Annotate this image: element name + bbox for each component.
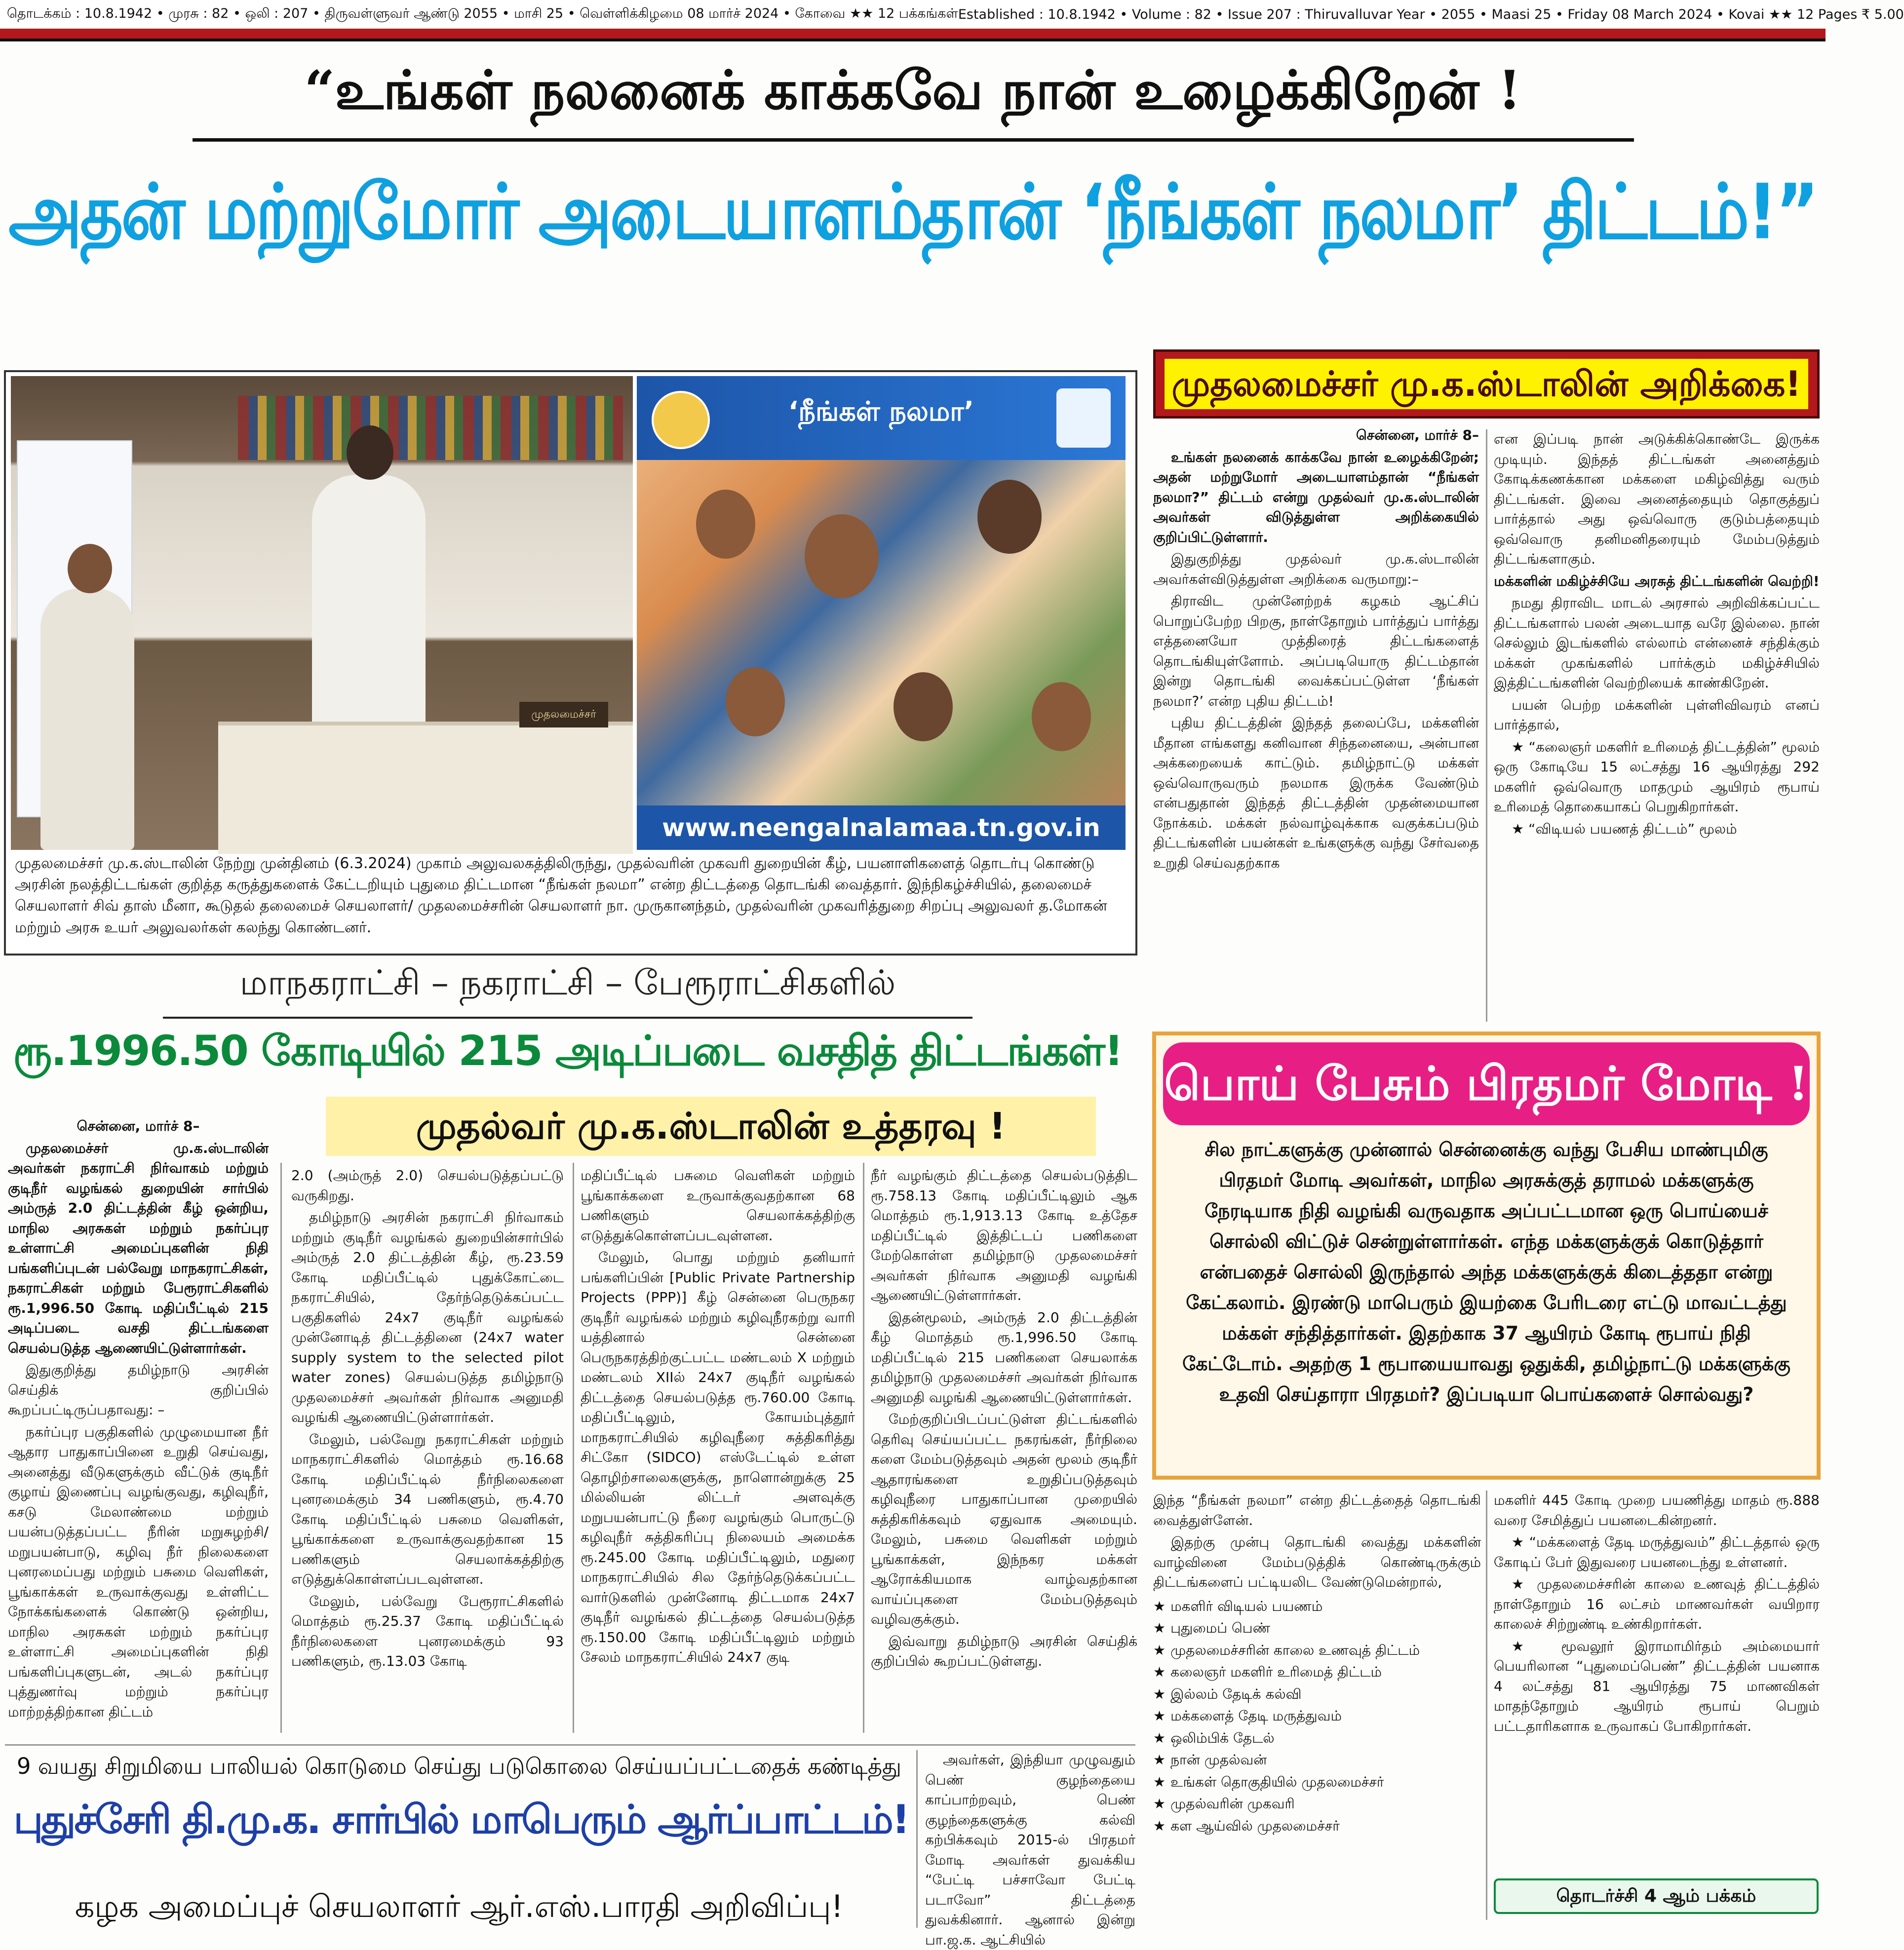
municipal-para: 2.0 (அம்ருத் 2.0) செயல்படுத்தப்பட்டு வருகிறது. [291,1167,564,1204]
star-icon: ★ [1153,1598,1166,1614]
municipal-para: மேலும், பல்வேறு பேரூராட்சிகளில் மொத்தம் ரூ.25.37 கோடி மதிப்பீட்டில் நீர்நிலைகளை புனரமைக்கும் 93 பணிகளும், ரூ.13.03 கோடி [291,1593,564,1669]
masthead-rule [0,29,1826,38]
star-icon: ★ [1153,1796,1166,1812]
nameplate: முதலமைச்சர் [519,702,608,727]
lead-headline: அதன் மற்றுமோர் அடையாளம்தான் ‘நீங்கள் நலமா’ திட்டம்!” [8,168,1817,257]
column-divider [863,1163,864,1733]
star-icon: ★ [1153,1685,1166,1702]
modi-box-title: பொய் பேசும் பிரதமர் மோடி ! [1163,1042,1810,1125]
scheme-item: ★ நான் முதல்வன் [1153,1752,1267,1768]
municipal-col-2 [291,1166,564,1674]
cm-para: மகளிர் 445 கோடி முறை பயணித்து மாதம் ரூ.888 வரை சேமித்துப் பயனடைகின்றனர். [1494,1492,1820,1529]
cm-para: இதற்கு முன்பு தொடங்கி வைத்து மக்களின் வாழ்வினை மேம்படுத்திக் கொண்டிருக்கும் திட்டங்களைப் பட்டியலிட வேண்டுமென்றால், [1153,1534,1481,1590]
cm-dateline: சென்னை, மார்ச் 8– [1356,427,1479,443]
scheme-item: ★ மக்களைத் தேடி மருத்துவம் [1153,1708,1342,1724]
star-icon: ★ [1153,1729,1166,1746]
scheme-item: ★ புதுமைப் பெண் [1153,1620,1271,1636]
poster-title: ‘நீங்கள் நலமா’ [788,396,974,427]
cm-para: ★ முதலமைச்சரின் காலை உணவுத் திட்டத்தில் நாள்தோறும் 16 லட்சம் மாணவர்கள் வயிறார காலைச் சிற்றுண்டி உண்கிறார்கள். [1494,1576,1820,1632]
star-icon: ★ [1153,1642,1166,1658]
scheme-item: ★ கலைஞர் மகளிர் உரிமைத் திட்டம் [1153,1664,1382,1680]
cm-subhead: மக்களின் மகிழ்ச்சியே அரசுத் திட்டங்களின் வெற்றி! [1494,573,1820,589]
municipal-para: மேற்குறிப்பிடப்பட்டுள்ள திட்டங்களில் தெரிவு செய்யப்பட்ட நகரங்கள், நீர்நிலை களை மேம்படுத்தவும் அதன் மூலம் குடிநீர் ஆதாரங்களை உறுதிப்படுத்தவும் கழிவுநீரை பாதுகாப்பான முறையில் சுத்திகரிக்கவும் ஏதுவாக அமையும். மேலும், பசுமை வெளிகள் மற்றும் பூங்காக்கள், இந்நகர மக்கள் ஆரோக்கியமாக வாழ்வதற்கான வாய்ப்புகளை மேம்படுத்தவும் வழிவகுக்கும். [871,1411,1137,1627]
scheme-item: ★ ஒலிம்பிக் தேடல் [1153,1729,1275,1746]
cm-para: புதிய திட்டத்தின் இந்தத் தலைப்பே, மக்களின் மீதான எங்களது கனிவான சிந்தனையை, அன்பான அக்கறையைக் காட்டும். தமிழ்நாட்டு மக்கள் ஒவ்வொருவரும் நலமாக இருக்க வேண்டும் என்பதுதான் இந்தத் திட்டத்தின் முதன்மையான நோக்கம். மக்கள் நல்வாழ்வுக்காக வகுக்கப்படும் திட்டங்களின் பயன்கள் உங்களுக்கு வந்து சேர்வதை உறுதி செய்வதற்காக [1153,715,1479,871]
cm-para: ★ “கலைஞர் மகளிர் உரிமைத் திட்டத்தின்” மூலம் ஒரு கோடியே 15 லட்சத்து 16 ஆயிரத்து 292 மகளிர் ஒவ்வொரு மாதமும் ஆயிரம் ரூபாய் உரிமைத் தொகையாகப் பெறுகிறார்கள். [1494,738,1820,815]
scheme-poster [637,376,1126,850]
cm-para: இந்த “நீங்கள் நலமா” என்ற திட்டத்தைத் தொடங்கி வைத்துள்ளேன். [1153,1492,1481,1529]
cm-statement-title: முதலமைச்சர் மு.க.ஸ்டாலின் அறிக்கை! [1165,359,1808,409]
bookshelf [238,396,623,460]
cm-statement-col-a [1153,425,1479,875]
municipal-lede: முதலமைச்சர் மு.க.ஸ்டாலின் அவர்கள் நகராட்சி நிர்வாகம் மற்றும் குடிநீர் வழங்கல் துறையின் சார்பில் அம்ருத் 2.0 திட்டத்தின் கீழ் ஒன்றிய, மாநில அரசுகள் மற்றும் நகர்ப்புர உள்ளாட்சி அமைப்புகளின் நிதி பங்களிப்புடன் பல்வேறு மாநகராட்சிகள், நகராட்சிகள் மற்றும் பேரூராட்சிகளில் ரூ.1,996.50 கோடி மதிப்பீட்டில் 215 அடிப்படை வசதி திட்டங்களை செயல்படுத்த ஆணையிட்டுள்ளார்கள். [8,1140,269,1356]
star-icon: ★ [1153,1664,1166,1680]
cm-para: ★ “விடியல் பயணத் திட்டம்” மூலம் [1512,820,1737,837]
column-divider [280,1163,282,1733]
municipal-dateline: சென்னை, மார்ச் 8– [77,1118,200,1134]
municipal-col-3 [581,1166,855,1670]
municipal-para: மேலும், பல்வேறு நகராட்சிகள் மற்றும் மாநகராட்சிகளில் மொத்தம் ரூ.16.68 கோடி மதிப்பீட்டில் நீர்நிலைகளை புனரமைக்கும் 34 பணிகளும், ரூ.4.70 கோடி மதிப்பீட்டில் பசுமை வெளிகள், பூங்காக்களை உருவாக்குவதற்கான 15 பணிகளும் செயலாக்கத்திற்கு எடுத்துக்கொள்ளப்படவுள்ளன. [291,1431,564,1587]
column-divider [573,1163,574,1733]
municipal-para: இதன்மூலம், அம்ருத் 2.0 திட்டத்தின் கீழ் மொத்தம் ரூ.1,996.50 கோடி மதிப்பீட்டில் 215 பணிகளை செயலாக்க தமிழ்நாடு முதலமைச்சர் அவர்கள் நிர்வாக அனுமதி வழங்கி ஆணையிட்டுள்ளார்கள். [871,1309,1137,1406]
photo-caption-text: முதலமைச்சர் மு.க.ஸ்டாலின் நேற்று முன்தினம் (6.3.2024) முகாம் அலுவலகத்திலிருந்து, முதல்வரின் முகவரி துறையின் கீழ், பயனாளிகளைத் தொடர்பு கொண்டு அரசின் நலத்திட்டங்கள் குறித்த கருத்துகளைக் கேட்டறியும் புதுமை திட்டமான “நீங்கள் நலமா” என்ற திட்டத்தை தொடங்கி வைத்தார். இந்நிகழ்ச்சியில், தலைமைச் செயலாளர் சிவ் தாஸ் மீனா, கூடுதல் தலைமைச் செயலாளர்/ முதலமைச்சரின் செயலாளர் நா. முருகானந்தம், முதல்வரின் முகவரித்துறை சிறப்பு அலுவலர் த.மோகன் மற்றும் அரசு உயர் அலுவலர்கள் கலந்து கொண்டனர். [15,855,1107,936]
cm-statement-col-b [1494,429,1820,841]
cm-para: இதுகுறித்து முதல்வர் மு.க.ஸ்டாலின் அவர்கள்விடுத்துள்ள அறிக்கை வருமாறு:– [1153,551,1479,587]
photo-caption [15,853,1126,938]
municipal-para: நீர் வழங்கும் திட்டத்தை செயல்படுத்திட ரூ.758.13 கோடி மதிப்பீட்டிலும் ஆக மொத்தம் ரூ.1,913.13 கோடி உத்தேச மதிப்பீட்டில் இத்திட்டப் பணிகளை மேற்கொள்ள தமிழ்நாடு முதலமைச்சர் அவர்கள் நிர்வாக அனுமதி வழங்கி ஆணையிட்டுள்ளார்கள். [871,1167,1137,1303]
cm-statement-col-d [1494,1491,1820,1738]
scheme-item: ★ உங்கள் தொகுதியில் முதலமைச்சர் [1153,1773,1384,1790]
modi-box [1152,1032,1821,1480]
scheme-item: ★ இல்லம் தேடிக் கல்வி [1153,1685,1302,1702]
scheme-item: ★ மகளிர் விடியல் பயணம் [1153,1598,1323,1614]
municipal-para: இவ்வாறு தமிழ்நாடு அரசின் செய்திக் குறிப்பில் கூறப்பட்டுள்ளது. [871,1633,1137,1669]
puducherry-snippet-col [925,1750,1135,1948]
column-divider [1486,1491,1487,1920]
modi-box-text: சில நாட்களுக்கு முன்னால் சென்னைக்கு வந்து பேசிய மாண்புமிகு பிரதமர் மோடி அவர்கள், மாநில அரசுக்குத் தராமல் மக்களுக்கு நேரடியாக நிதி வழங்கி வருவதாக அப்பட்டமான ஒரு பொய்யைச் சொல்லி விட்டுச் சென்றுள்ளார்கள். எந்த மக்களுக்குக் கொடுத்தார் என்பதைச் சொல்லி இருந்தால் அந்த மக்களுக்குக் கிடைத்ததா என்று கேட்கலாம். இரண்டு மாபெரும் இயற்கை பேரிடரை எட்டு மாவட்டத்து மக்கள் சந்தித்தார்கள். இதற்காக 37 ஆயிரம் கோடி ரூபாய் நிதி கேட்டோம். அதற்கு 1 ரூபாயையாவது ஒதுக்கி, தமிழ்நாட்டு மக்களுக்கு உதவி செய்தாரா பிரதமர்? இப்படியா பொய்களைச் சொல்வது? [1182,1139,1790,1405]
masthead-tamil: தொடக்கம் : 10.8.1942 • முரசு : 82 • ஒலி : 207 • திருவள்ளுவர் ஆண்டு 2055 • மாசி 25 • வெள்ளிக்கிழமை 08 மார்ச் 2024 • கோவை ★★ 12 பக்கங்கள் [7,5,958,21]
municipal-para: தமிழ்நாடு அரசின் நகராட்சி நிர்வாகம் மற்றும் குடிநீர் வழங்கல் துறையின்சார்பில் அம்ருத் 2.0 திட்டத்தின் கீழ், ரூ.23.59 கோடி மதிப்பீட்டில் புதுக்கோட்டை நகராட்சியில், தேர்ந்தெடுக்கப்பட்ட பகுதிகளில் 24x7 குடிநீர் வழங்கல் முன்னோடித் திட்டத்தினை (24x7 water supply system to the selected pilot water zones) செயல்படுத்த தமிழ்நாடு முதலமைச்சர் அவர்கள் நிர்வாக அனுமதி வழங்கி ஆணையிட்டுள்ளார்கள். [291,1209,564,1425]
puducherry-snippet: அவர்கள், இந்தியா முழுவதும் பெண் குழந்தையை காப்பாற்றவும், பெண் குழந்தைகளுக்கு கல்வி கற்பிக்கவும் 2015-ல் பிரதமர் மோடி அவர்கள் துவக்கிய “பேட்டி பச்சாவோ பேட்டி படாவோ” திட்டத்தை துவக்கினார். ஆனால் இன்று பா.ஜ.க. ஆட்சியில் [925,1752,1135,1948]
lead-quote: “உங்கள் நலனைக் காக்கவே நான் உழைக்கிறேன் ! [304,59,1521,121]
column-divider [916,1750,918,1928]
scheme-item: ★ கள ஆய்வில் முதலமைச்சர் [1153,1817,1340,1834]
municipal-subhead: மாநகராட்சி – நகராட்சி – பேரூராட்சிகளில் [239,962,896,1003]
star-icon: ★ [1153,1708,1166,1724]
cm-para: ★ மூவலூர் இராமாமிர்தம் அம்மையார் பெயரிலான “புதுமைப்பெண்” திட்டத்தின் பயனாக 4 லட்சத்து 81 ஆயிரத்து 75 மாணவிகள் மாதந்தோறும் ஆயிரம் ரூபாய் பெறும் பட்டதாரிகளாக உருவாகப் போகிறார்கள். [1494,1638,1820,1734]
puducherry-foot: கழக அமைப்புச் செயலாளர் ஆர்.எஸ்.பாரதி அறிவிப்பு! [75,1888,844,1924]
municipal-subhead-rule [163,1017,972,1019]
modi-box-body [1174,1134,1799,1466]
cm-para: ★ “மக்களைத் தேடி மருத்துவம்” திட்டத்தால் ஒரு கோடிப் பேர் இதுவரை பயனடைந்து உள்ளனர். [1494,1534,1820,1570]
municipal-para: மதிப்பீட்டில் பசுமை வெளிகள் மற்றும் பூங்காக்களை உருவாக்குவதற்கான 68 பணிகளும் செயலாக்கத்திற்கு எடுத்துக்கொள்ளப்படவுள்ளன. [581,1167,855,1244]
poster-url: www.neengalnalamaa.tn.gov.in [637,805,1126,850]
masthead-english: Established : 10.8.1942 • Volume : 82 • Issue 207 : Thiruvalluvar Year • 2055 • Maasi 25 • Friday 08 March 2024 • Kovai ★★ 12 Pages ₹ 5.00 [958,6,1904,22]
cm-statement-banner [1153,349,1820,419]
puducherry-subhead: 9 வயது சிறுமியை பாலியல் கொடுமை செய்து படுகொலை செய்யப்பட்டதைக் கண்டித்து [16,1753,902,1779]
cm-lede: உங்கள் நலனைக் காக்கவே நான் உழைக்கிறேன்; அதன் மற்றுமோர் அடையாளம்தான் “நீங்கள் நலமா?” திட்டம் என்று முதல்வர் மு.க.ஸ்டாலின் அவர்கள் விடுத்துள்ள அறிக்கையில் குறிப்பிட்டுள்ளார். [1153,449,1479,545]
municipal-col-4 [871,1166,1137,1674]
cm-statement-col-c [1153,1491,1481,1838]
scheme-list [1153,1597,1481,1836]
municipal-para: மேலும், பொது மற்றும் தனியார் பங்களிப்பின் [Public Private Partnership Projects (PPP)] கீழ் சென்னை பெருநகர குடிநீர் வழங்கல் மற்றும் கழிவுநீரகற்று வாரி யத்தினால் சென்னை பெருநகரத்திற்குட்பட்ட மண்டலம் X மற்றும் மண்டலம் XIIல் 24x7 குடிநீர் வழங்கல் திட்டத்தை செயல்படுத்த ரூ.760.00 கோடி மதிப்பீட்டிலும், கோயம்புத்தூர் மாநகராட்சியில் கழிவுநீரை சுத்திகரித்து சிட்கோ (SIDCO) எஸ்டேட்டில் உள்ள தொழிற்சாலைகளுக்கு, நாளொன்றுக்கு 25 மில்லியன் லிட்டர் அளவுக்கு மறுபயன்பாட்டு நீரை வழங்கும் பொருட்டு கழிவுநீர் சுத்திகரிப்பு நிலையம் அமைக்க ரூ.245.00 கோடி மதிப்பீட்டிலும், மதுரை மாநகராட்சியில் சில தேர்ந்தெடுக்கப்பட்ட வார்டுகளில் முன்னோடி திட்டமாக 24x7 குடிநீர் வழங்கல் திட்டத்தை செயல்படுத்த ரூ.150.00 கோடி மதிப்பீட்டிலும் மற்றும் சேலம் மாநகராட்சியில் 24x7 குடி [581,1249,855,1665]
municipal-order-banner: முதல்வர் மு.க.ஸ்டாலின் உத்தரவு ! [326,1097,1096,1156]
cm-para: திராவிட முன்னேற்றக் கழகம் ஆட்சிப் பொறுப்பேற்ற பிறகு, நாள்தோறும் பார்த்துப் பார்த்து எத்தனையோ முத்திரைத் திட்டங்களைத் தொடங்கியுள்ளோம். அப்படியொரு திட்டம்தான் இன்று தொடங்கி வைக்கப்பட்டுள்ள ‘நீங்கள் நலமா?’ என்ற புதிய திட்டம்! [1153,593,1479,709]
lead-quote-rule [193,138,1634,142]
puducherry-headline: புதுச்சேரி தி.மு.க. சார்பில் மாபெரும் ஆர்ப்பாட்டம்! [13,1797,909,1842]
municipal-col-1 [8,1116,269,1724]
scheme-item: ★ முதலமைச்சரின் காலை உணவுத் திட்டம் [1153,1642,1420,1658]
municipal-para: இதுகுறித்து தமிழ்நாடு அரசின் செய்திக் குறிப்பில் கூறப்பட்டிருப்பதாவது: – [8,1362,269,1418]
star-icon: ★ [1153,1620,1166,1636]
section-rule [5,1744,1135,1746]
official-figure [40,588,134,850]
continued-on-page: தொடர்ச்சி 4 ஆம் பக்கம் [1494,1878,1819,1914]
municipal-headline: ரூ.1996.50 கோடியில் 215 அடிப்படை வசதித் திட்டங்கள்! [13,1027,1123,1075]
municipal-para: நகர்ப்புர பகுதிகளில் முழுமையான நீர் ஆதார பாதுகாப்பினை உறுதி செய்வது, அனைத்து வீடுகளுக்கும் வீட்டுக் குடிநீர் குழாய் இணைப்பு வழங்குவது, கழிவுநீர், கசடு மேலாண்மை மற்றும் பயன்படுத்தப்பட்ட நீரின் மறுசுழற்சி/மறுபயன்பாடு, கழிவு நீர் நிலைகளை புனரமைப்பது மற்றும் பசுமை வெளிகள், பூங்காக்கள் உருவாக்குவது உள்ளிட்ட நோக்கங்களைக் கொண்டு ஒன்றிய, மாநில அரசுகள் மற்றும் நகர்ப்புர உள்ளாட்சி அமைப்புகளின் நிதி பங்களிப்புகளுடன், அடல் நகர்ப்புர புத்துணர்வு மற்றும் நகர்ப்புர மாற்றத்திற்கான திட்டம் [8,1423,269,1720]
star-icon: ★ [1153,1817,1166,1834]
star-icon: ★ [1153,1752,1166,1768]
cm-para: நமது திராவிட மாடல் அரசால் அறிவிக்கப்பட்ட திட்டங்களால் பலன் அடையாத வரே இல்லை. நான் செல்லும் இடங்களில் எல்லாம் என்னைச் சந்திக்கும் மக்கள் முகங்களில் பார்க்கும் மகிழ்ச்சியில் இத்திட்டங்களின் வெற்றியைக் காண்கிறேன். [1494,595,1820,691]
cm-para: பயன் பெற்ற மக்களின் புள்ளிவிவரம் எனப் பார்த்தால், [1494,696,1820,733]
star-icon: ★ [1153,1773,1166,1790]
scheme-item: ★ முதல்வரின் முகவரி [1153,1796,1295,1812]
beneficiaries-collage [637,460,1126,805]
masthead [0,0,1904,29]
column-divider [1486,429,1487,1022]
desk [218,722,633,854]
masthead-rule-dark [0,38,1826,41]
cm-office-photo [11,376,633,850]
cm-para: என இப்படி நான் அடுக்கிக்கொண்டே இருக்க முடியும். இந்தத் திட்டங்கள் அனைத்தும் கோடிக்கணக்கான மக்களை மகிழ்வித்து வரும் திட்டங்கள். இவை அனைத்தையும் தொகுத்துப் பார்த்தால் அது ஒவ்வொரு குடும்பத்தையும் ஒவ்வொரு தனிமனிதரையும் மேம்படுத்தும் திட்டங்களாகும். [1494,431,1820,567]
